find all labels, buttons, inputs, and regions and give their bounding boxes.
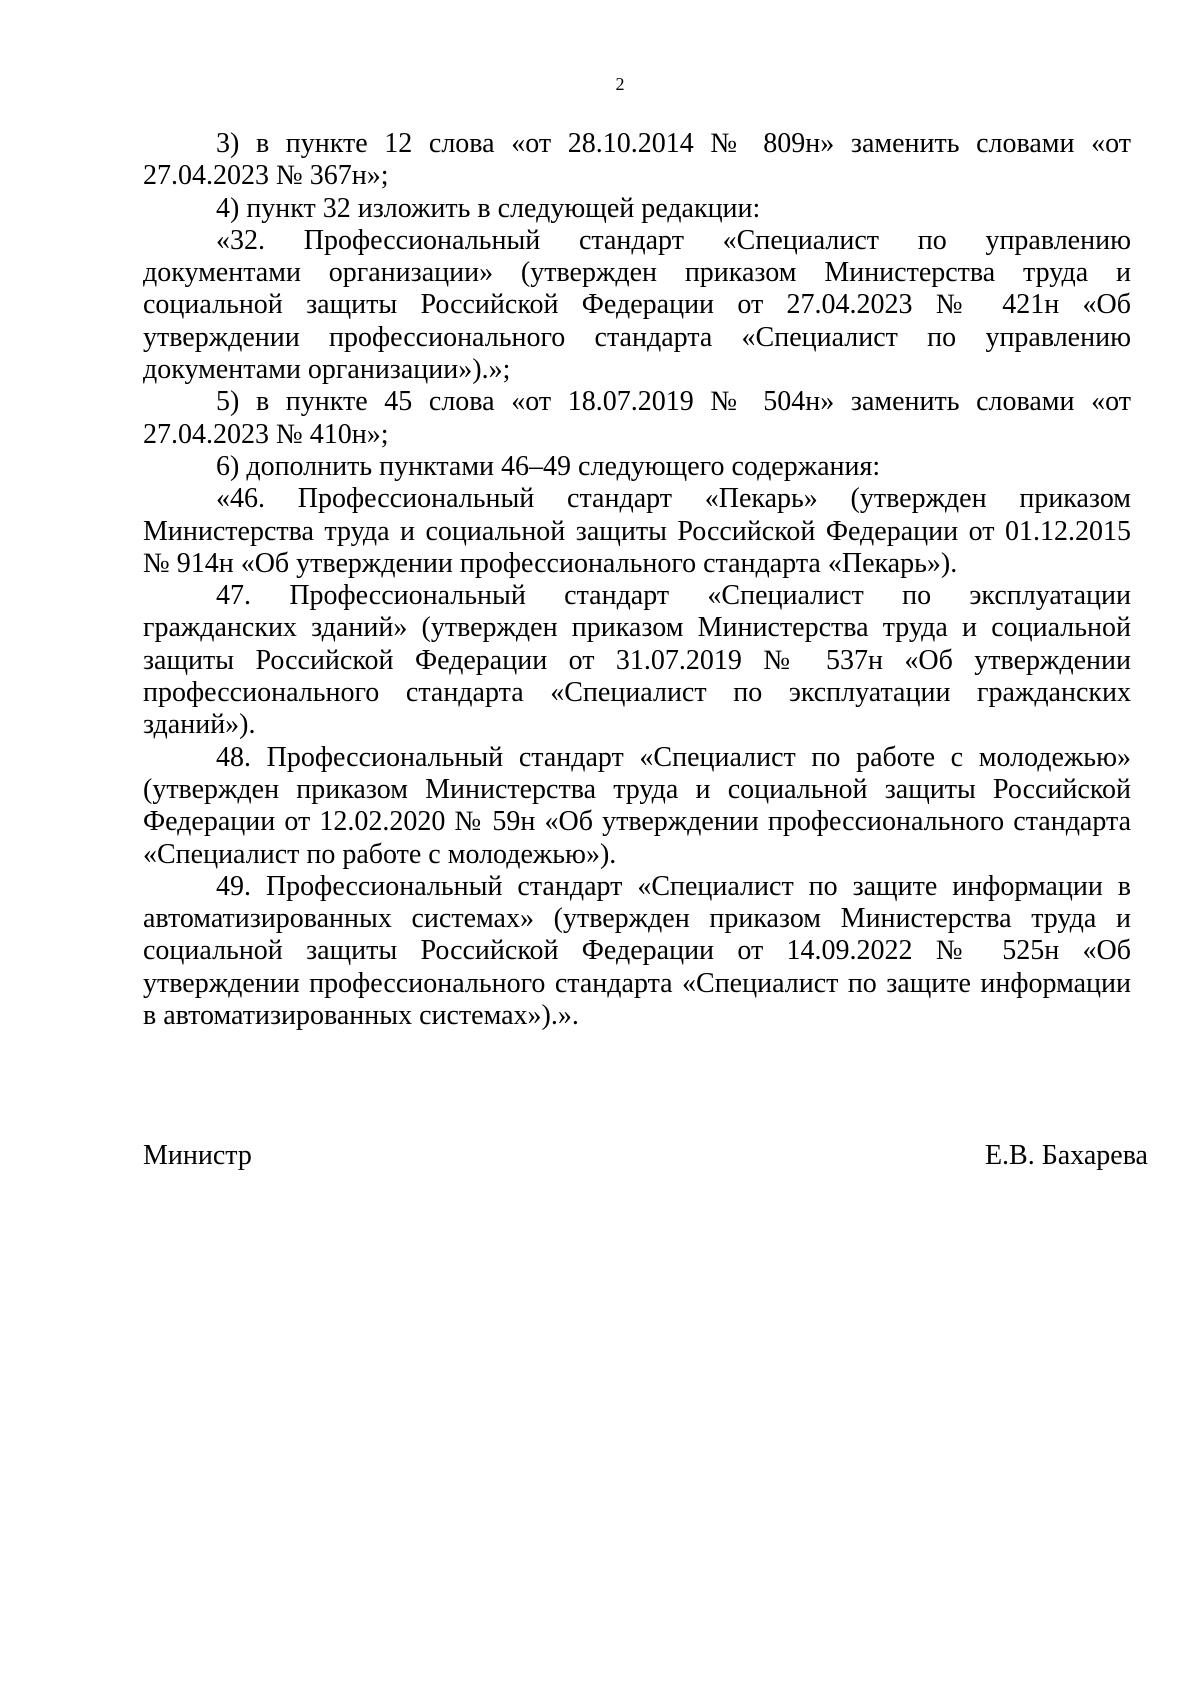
- paragraph-point-32: «32. Профессиональный стандарт «Специалист по управлению документами организации» (утвержден приказом Министерства труда и социальной защиты Российской Федерации от 27.04.2023 № 421н «Об утверждении профессионального стандарта «Специалист по управлению документами организации»).»;: [143, 224, 1131, 386]
- paragraph-point-48: 48. Профессиональный стандарт «Специалист по работе с молодежью» (утвержден приказом Министерства труда и социальной защиты Российской Федерации от 12.02.2020 № 59н «Об утверждении профессионального стандарта «Специалист по работе с молодежью»).: [143, 741, 1131, 870]
- paragraph-item-5: 5) в пункте 45 слова «от 18.07.2019 № 504н» заменить словами «от 27.04.2023 № 410н»;: [143, 386, 1131, 450]
- signer-name: Е.В. Бахарева: [984, 1140, 1148, 1171]
- paragraph-item-6: 6) дополнить пунктами 46–49 следующего содержания:: [216, 450, 881, 482]
- document-body: [143, 128, 1131, 1032]
- paragraph-point-46: «46. Профессиональный стандарт «Пекарь» (утвержден приказом Министерства труда и социальной защиты Российской Федерации от 01.12.2015 № 914н «Об утверждении профессионального стандарта «Пекарь»).: [143, 483, 1131, 579]
- paragraph-item-3: 3) в пункте 12 слова «от 28.10.2014 № 809н» заменить словами «от 27.04.2023 № 367н»;: [143, 128, 1131, 192]
- signer-position: Министр: [143, 1140, 252, 1171]
- page-number: 2: [615, 74, 625, 94]
- paragraph-item-4: 4) пункт 32 изложить в следующей редакции:: [216, 192, 761, 224]
- paragraph-point-47: 47. Профессиональный стандарт «Специалист по эксплуатации гражданских зданий» (утвержден приказом Министерства труда и социальной защиты Российской Федерации от 31.07.2019 № 537н «Об утверждении профессионального стандарта «Специалист по эксплуатации гражданских зданий»).: [143, 580, 1131, 741]
- paragraph-point-49: 49. Профессиональный стандарт «Специалист по защите информации в автоматизированных системах» (утвержден приказом Министерства труда и социальной защиты Российской Федерации от 14.09.2022 № 525н «Об утверждении профессионального стандарта «Специалист по защите информации в автоматизированных системах»).».: [143, 870, 1131, 1032]
